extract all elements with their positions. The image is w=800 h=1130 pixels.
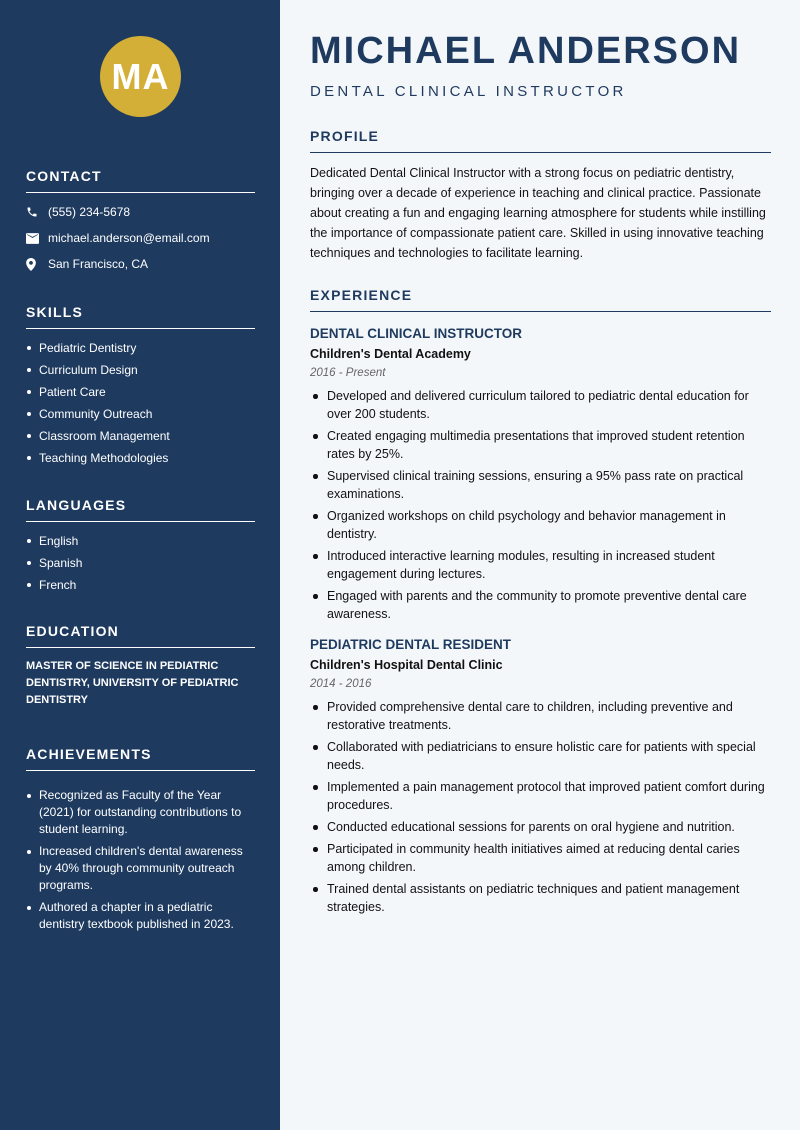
profile-text: Dedicated Dental Clinical Instructor with a strong focus on pediatric dentistry, bringing over a decade of experience in teaching and clinical practice. Passionate about creating a fun and engaging learning atmosphere for students while instilling the importance of compassionate patient care. Skilled in using innovative teaching techniques and technologies to facilitate learning. <box>310 166 766 260</box>
languages-list <box>26 530 255 596</box>
bullet-item: Engaged with parents and the community to promote preventive dental care awareness. <box>310 587 771 623</box>
job-bullets <box>310 698 771 916</box>
avatar-initials: MA <box>100 36 181 117</box>
experience-section <box>310 287 771 920</box>
languages-heading: LANGUAGES <box>26 497 255 522</box>
map-pin-icon <box>26 258 48 271</box>
achievements-heading: ACHIEVEMENTS <box>26 746 255 771</box>
achievement-item: Authored a chapter in a pediatric dentistry textbook published in 2023. <box>26 899 255 933</box>
achievement-item: Increased children's dental awareness by 40% through community outreach programs. <box>26 843 255 894</box>
skill-item: Patient Care <box>26 381 255 403</box>
contact-location <box>26 251 255 277</box>
contact-heading: CONTACT <box>26 168 255 193</box>
skill-item: Curriculum Design <box>26 359 255 381</box>
achievement-item: Recognized as Faculty of the Year (2021) for outstanding contributions to student learning. <box>26 787 255 838</box>
education-degree: MASTER OF SCIENCE IN PEDIATRIC DENTISTRY, UNIVERSITY OF PEDIATRIC DENTISTRY <box>26 660 239 706</box>
bullet-item: Created engaging multimedia presentations that improved student retention rates by 25%. <box>310 427 771 463</box>
bullet-item: Provided comprehensive dental care to children, including preventive and restorative treatments. <box>310 698 771 734</box>
job-title: DENTAL CLINICAL INSTRUCTOR <box>310 326 522 341</box>
location-text: San Francisco, CA <box>48 257 149 271</box>
phone-icon <box>26 206 48 218</box>
bullet-item: Conducted educational sessions for parents on oral hygiene and nutrition. <box>310 818 771 836</box>
bullet-item: Organized workshops on child psychology and behavior management in dentistry. <box>310 507 771 543</box>
education-section <box>26 623 255 709</box>
achievements-section <box>26 746 255 938</box>
bullet-item: Participated in community health initiatives aimed at reducing dental caries among children. <box>310 840 771 876</box>
job-bullets <box>310 387 771 623</box>
skill-item: Classroom Management <box>26 425 255 447</box>
languages-section <box>26 497 255 596</box>
education-heading: EDUCATION <box>26 623 255 648</box>
achievements-list <box>26 787 255 933</box>
skills-list <box>26 337 255 469</box>
job-title-header: DENTAL CLINICAL INSTRUCTOR <box>310 83 627 100</box>
job-dates: 2014 - 2016 <box>310 678 372 690</box>
bullet-item: Trained dental assistants on pediatric techniques and patient management strategies. <box>310 880 771 916</box>
company-name: Children's Hospital Dental Clinic <box>310 658 503 672</box>
job-dates: 2016 - Present <box>310 367 386 379</box>
envelope-icon <box>26 233 48 244</box>
bullet-item: Implemented a pain management protocol that improved patient comfort during procedures. <box>310 778 771 814</box>
skill-item: Pediatric Dentistry <box>26 337 255 359</box>
phone-text: (555) 234-5678 <box>48 205 131 219</box>
contact-phone <box>26 199 255 225</box>
bullet-item: Introduced interactive learning modules, resulting in increased student engagement during lectures. <box>310 547 771 583</box>
language-item: English <box>26 530 255 552</box>
full-name: MICHAEL ANDERSON <box>310 30 742 72</box>
profile-heading: PROFILE <box>310 128 771 153</box>
email-text[interactable]: michael.anderson@email.com <box>48 231 210 245</box>
language-item: Spanish <box>26 552 255 574</box>
skill-item: Teaching Methodologies <box>26 447 255 469</box>
skills-section <box>26 304 255 469</box>
contact-email <box>26 225 255 251</box>
job-title: PEDIATRIC DENTAL RESIDENT <box>310 637 512 652</box>
language-item: French <box>26 574 255 596</box>
experience-heading: EXPERIENCE <box>310 287 771 312</box>
job-entry <box>310 637 771 916</box>
skills-heading: SKILLS <box>26 304 255 329</box>
sidebar <box>0 0 280 1130</box>
profile-section <box>310 128 771 263</box>
company-name: Children's Dental Academy <box>310 347 471 361</box>
bullet-item: Supervised clinical training sessions, ensuring a 95% pass rate on practical examinations. <box>310 467 771 503</box>
skill-item: Community Outreach <box>26 403 255 425</box>
bullet-item: Developed and delivered curriculum tailored to pediatric dental education for over 200 students. <box>310 387 771 423</box>
bullet-item: Collaborated with pediatricians to ensure holistic care for patients with special needs. <box>310 738 771 774</box>
job-entry <box>310 326 771 623</box>
contact-section <box>26 168 255 277</box>
